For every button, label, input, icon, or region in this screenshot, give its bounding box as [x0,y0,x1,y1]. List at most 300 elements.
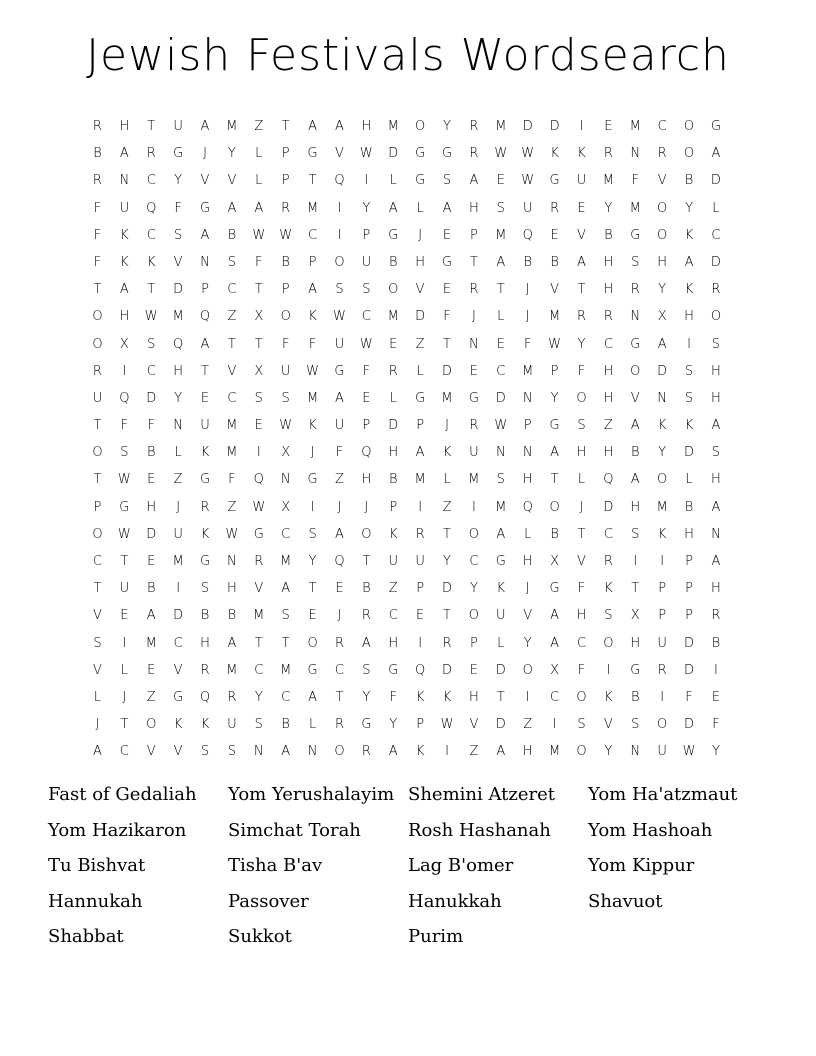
grid-letter: G [441,146,453,162]
grid-letter: C [361,309,371,325]
grid-letter: Q [199,689,211,705]
grid-letter: T [227,336,236,352]
grid-letter: K [604,689,613,705]
grid-row [84,412,729,439]
grid-letter: G [415,390,426,406]
grid-letter: G [199,472,211,488]
grid-letter: Q [415,662,426,678]
grid-letter: H [469,689,479,705]
grid-letter: A [550,445,560,461]
grid-letter: A [469,173,479,189]
grid-letter: X [550,554,560,569]
grid-letter: K [200,717,210,733]
grid-letter: H [630,499,641,515]
grid-letter: T [93,282,102,298]
grid-letter: X [254,309,264,325]
grid-letter: N [495,445,506,461]
grid-letter: R [388,363,398,379]
grid-letter: Z [415,336,425,352]
grid-letter: V [254,581,264,597]
grid-letter: B [146,581,156,597]
grid-letter: A [227,200,237,216]
grid-letter: S [604,608,613,624]
grid-letter: R [603,554,613,569]
grid-letter: A [630,472,640,488]
word-list-item: Shavuot [588,890,663,912]
grid-letter: W [279,418,293,434]
grid-letter: A [550,608,560,624]
word-list-row [48,887,788,923]
grid-letter: A [577,254,586,270]
grid-letter: C [146,173,156,189]
grid-letter: I [660,689,665,705]
grid-letter: Z [146,689,156,705]
grid-letter: M [602,173,614,189]
grid-row [84,195,729,222]
grid-letter: S [496,200,505,216]
grid-letter: U [415,554,425,569]
grid-letter: Y [362,689,371,705]
grid-letter: M [468,472,480,488]
grid-letter: H [388,635,399,651]
grid-letter: N [280,472,291,488]
grid-letter: U [173,119,183,134]
grid-letter: B [200,608,210,624]
grid-letter: R [200,662,210,678]
grid-letter: G [630,336,641,352]
grid-letter: J [203,146,207,162]
grid-letter: W [306,363,319,379]
word-list-item: Lag B'omer [408,855,514,877]
word-list-item: Shemini Atzeret [408,784,556,805]
word-list-item: Yom Yerushalayim [228,784,395,805]
grid-letter: G [549,173,560,189]
grid-letter: M [548,309,561,325]
grid-letter: T [550,472,559,488]
grid-letter: I [579,119,584,134]
grid-letter: V [550,282,560,298]
grid-letter: O [280,309,291,325]
grid-letter: R [281,200,291,216]
grid-letter: O [388,282,399,298]
grid-letter: F [93,254,102,270]
grid-letter: F [335,445,344,461]
grid-row [84,167,729,194]
grid-letter: L [497,309,505,325]
grid-row [84,140,729,167]
grid-letter: V [92,662,102,678]
grid-letter: M [387,309,399,325]
grid-letter: J [364,499,369,515]
grid-letter: H [684,526,694,542]
grid-letter: S [254,390,263,406]
grid-row [84,657,729,684]
grid-letter: H [684,309,694,325]
grid-letter: H [711,581,721,597]
grid-letter: I [687,336,691,352]
grid-letter: D [388,146,399,162]
grid-letter: A [308,282,318,298]
grid-letter: S [200,744,210,760]
grid-letter: L [255,173,263,189]
grid-letter: D [495,717,506,733]
grid-row [84,738,729,765]
grid-row [84,331,729,358]
grid-letter: T [147,119,156,134]
grid-letter: B [550,526,559,542]
grid-letter: A [200,119,210,134]
grid-letter: S [227,254,237,270]
grid-letter: J [337,608,342,624]
grid-letter: T [496,282,505,298]
grid-letter: R [711,282,721,298]
grid-letter: B [146,445,156,461]
grid-letter: Y [550,390,559,406]
grid-letter: I [122,363,127,379]
grid-letter: Q [253,472,264,488]
grid-letter: V [523,608,533,624]
grid-letter: F [147,418,155,434]
grid-letter: J [310,445,315,461]
grid-letter: K [604,581,613,597]
grid-letter: S [147,336,156,352]
grid-letter: J [525,282,530,298]
grid-letter: A [200,336,210,352]
grid-letter: A [335,119,344,134]
grid-letter: R [576,309,586,325]
word-list-row [48,816,788,852]
grid-letter: B [281,254,290,270]
grid-letter: S [362,662,371,678]
grid-letter: F [120,418,129,434]
grid-letter: G [307,662,318,678]
grid-letter: D [173,282,184,298]
grid-letter: C [146,227,156,243]
grid-letter: F [228,472,236,488]
grid-letter: A [308,689,318,705]
grid-letter: V [146,744,156,760]
grid-letter: S [684,390,694,406]
grid-letter: A [254,200,264,216]
grid-letter: T [93,472,102,488]
grid-row [84,222,729,249]
grid-letter: V [415,282,425,298]
grid-letter: J [176,499,181,515]
grid-letter: V [577,227,586,243]
grid-letter: C [227,390,237,406]
grid-letter: I [445,744,449,760]
grid-letter: I [310,499,315,515]
grid-letter: A [335,526,344,542]
grid-letter: A [335,390,344,406]
grid-letter: O [361,526,372,542]
grid-letter: A [308,119,318,134]
grid-letter: Y [523,635,532,651]
grid-letter: T [201,363,209,379]
grid-letter: K [415,744,425,760]
grid-letter: Z [388,581,398,597]
grid-letter: P [685,581,693,597]
grid-letter: J [445,418,449,434]
grid-letter: L [497,635,505,651]
grid-letter: F [93,200,102,216]
grid-letter: C [173,635,183,651]
grid-letter: O [630,363,641,379]
grid-letter: J [471,309,476,325]
grid-letter: T [631,581,640,597]
grid-letter: I [714,662,718,678]
grid-letter: R [469,146,479,162]
grid-letter: L [443,472,451,488]
grid-letter: E [254,418,263,434]
grid-letter: F [712,717,720,733]
grid-letter: P [469,227,478,243]
grid-letter: I [418,499,423,515]
grid-letter: K [200,445,210,461]
grid-letter: L [416,363,424,379]
grid-row [84,494,729,521]
grid-letter: Q [361,445,372,461]
grid-letter: O [307,635,318,651]
grid-letter: P [362,418,371,434]
grid-letter: O [522,662,533,678]
grid-letter: H [603,390,614,406]
word-list-row [48,780,788,816]
grid-letter: K [657,418,667,434]
grid-letter: U [92,390,103,406]
grid-letter: A [92,744,102,760]
grid-letter: P [685,554,693,569]
grid-letter: V [657,173,667,189]
grid-letter: J [525,309,530,325]
grid-letter: Q [522,227,533,243]
grid-letter: A [496,744,506,760]
grid-letter: W [682,744,696,760]
grid-letter: W [494,418,508,434]
grid-letter: Z [254,119,264,134]
grid-letter: Z [227,499,237,515]
grid-letter: F [174,200,182,216]
grid-letter: D [388,418,399,434]
grid-letter: G [549,581,560,597]
grid-letter: B [631,689,640,705]
grid-letter: N [227,554,237,569]
grid-letter: D [173,608,184,624]
grid-letter: F [281,336,290,352]
grid-letter: R [469,119,479,134]
grid-letter: I [176,581,181,597]
grid-letter: A [388,200,398,216]
grid-letter: B [227,227,237,243]
grid-letter: M [226,662,238,678]
grid-letter: Z [227,309,237,325]
grid-letter: D [549,119,560,134]
grid-letter: C [92,554,102,569]
grid-letter: Q [603,472,614,488]
grid-letter: O [92,526,103,542]
grid-letter: I [633,554,638,569]
grid-letter: G [253,526,264,542]
grid-letter: W [440,717,454,733]
grid-letter: S [173,227,183,243]
grid-letter: U [469,445,479,461]
grid-letter: A [657,336,667,352]
word-list-item: Hannukah [48,890,143,912]
grid-letter: T [335,689,344,705]
grid-letter: B [362,581,371,597]
grid-letter: V [227,363,237,379]
grid-letter: O [468,526,480,542]
grid-letter: K [173,717,183,733]
grid-letter: S [631,526,640,542]
grid-letter: O [334,254,345,270]
grid-letter: L [524,526,532,542]
grid-letter: G [388,662,399,678]
grid-letter: Y [254,689,263,705]
grid-letter: K [200,526,210,542]
grid-letter: H [603,445,614,461]
grid-row [84,630,729,657]
grid-letter: R [469,282,479,298]
grid-letter: M [226,418,238,434]
grid-letter: S [577,717,586,733]
grid-letter: S [631,717,640,733]
grid-letter: L [255,146,263,162]
grid-letter: X [281,499,291,515]
word-list-item: Tisha B'av [228,855,323,877]
grid-letter: E [416,608,425,624]
grid-letter: L [308,717,317,733]
grid-letter: N [522,390,533,406]
grid-letter: Q [146,200,157,216]
grid-letter: Y [443,119,451,134]
grid-letter: O [657,472,668,488]
grid-letter: T [281,119,290,134]
grid-letter: Y [604,200,613,216]
grid-letter: V [173,254,183,270]
grid-letter: G [173,146,184,162]
grid-letter: J [418,227,423,243]
grid-letter: U [657,635,667,651]
word-list-item: Yom Ha'atzmaut [588,784,738,805]
grid-letter: B [227,608,237,624]
grid-letter: O [576,390,587,406]
grid-letter: A [496,526,506,542]
grid-letter: Y [389,717,398,733]
grid-letter: H [146,499,157,515]
grid-letter: V [577,554,586,569]
grid-letter: G [307,472,318,488]
grid-letter: L [93,689,102,705]
grid-letter: S [362,282,371,298]
grid-letter: X [119,336,129,352]
grid-letter: U [227,717,237,733]
grid-letter: L [577,472,586,488]
grid-letter: H [361,119,372,134]
grid-letter: U [522,200,533,216]
grid-letter: T [577,526,586,542]
grid-letter: W [117,472,131,488]
grid-letter: E [604,119,613,134]
grid-letter: D [146,390,157,406]
grid-letter: E [577,200,586,216]
grid-letter: C [657,119,667,134]
grid-letter: E [469,662,479,678]
grid-letter: D [415,309,426,325]
grid-letter: G [119,499,130,515]
grid-letter: M [629,119,641,134]
grid-letter: P [281,146,290,162]
grid-letter: H [603,254,614,270]
grid-letter: N [253,744,264,760]
grid-letter: O [576,689,587,705]
grid-letter: V [227,173,237,189]
grid-letter: Y [174,390,183,406]
grid-letter: M [548,744,561,760]
grid-letter: M [522,363,534,379]
grid-letter: E [362,390,371,406]
grid-letter: M [387,119,399,134]
grid-letter: P [658,581,667,597]
grid-letter: H [576,445,587,461]
grid-letter: W [521,173,535,189]
grid-letter: N [119,173,130,189]
grid-letter: A [711,499,721,515]
grid-letter: U [119,581,130,597]
grid-letter: B [388,254,398,270]
grid-letter: I [418,635,423,651]
grid-letter: N [630,309,641,325]
grid-letter: C [603,526,613,542]
grid-letter: F [308,336,317,352]
grid-letter: G [415,173,426,189]
grid-letter: Z [523,717,533,733]
grid-letter: F [577,363,586,379]
grid-letter: O [468,608,480,624]
grid-letter: I [337,227,342,243]
grid-letter: B [711,635,721,651]
grid-letter: N [307,744,318,760]
grid-letter: M [145,635,157,651]
grid-letter: W [359,336,373,352]
grid-letter: H [711,472,721,488]
grid-letter: W [279,227,293,243]
grid-letter: W [494,146,508,162]
grid-letter: G [495,554,506,569]
grid-letter: H [522,554,533,569]
grid-letter: K [442,445,452,461]
grid-letter: K [577,146,586,162]
grid-letter: B [684,499,694,515]
grid-letter: E [496,336,505,352]
grid-letter: O [657,717,668,733]
grid-letter: S [335,282,344,298]
grid-letter: C [496,363,506,379]
grid-letter: R [442,635,452,651]
grid-letter: O [683,119,695,134]
grid-letter: D [603,499,614,515]
grid-letter: F [362,363,371,379]
grid-letter: R [92,173,102,189]
grid-letter: R [469,418,479,434]
grid-letter: U [119,200,130,216]
grid-letter: E [442,282,452,298]
grid-letter: K [308,418,317,434]
grid-letter: O [657,200,668,216]
grid-letter: F [577,662,586,678]
grid-letter: R [92,119,102,134]
grid-letter: R [630,282,640,298]
